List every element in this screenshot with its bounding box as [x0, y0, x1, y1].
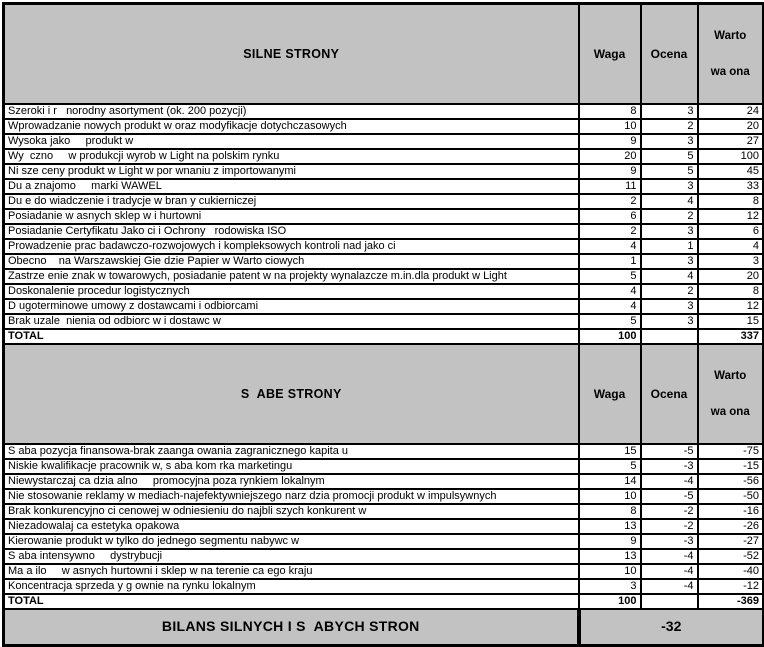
row-wartosc: -12: [698, 579, 764, 594]
row-wartosc: 4: [698, 239, 764, 254]
total-row: [4, 594, 764, 609]
table-row: [4, 579, 764, 594]
row-ocena: 2: [641, 209, 698, 224]
table-row: [4, 534, 764, 549]
row-waga: 1: [579, 254, 641, 269]
row-wartosc: 8: [698, 194, 764, 209]
row-label: Brak konkurencyjno ci cenowej w odniesieniu do najbli szych konkurent w: [4, 504, 579, 519]
row-waga: 4: [579, 284, 641, 299]
balance-value: -32: [579, 609, 764, 645]
row-label: D ugoterminowe umowy z dostawcami i odbiorcami: [4, 299, 579, 314]
row-label: Niewystarczaj ca dzia alno promocyjna poza rynkiem lokalnym: [4, 474, 579, 489]
row-ocena: -4: [641, 564, 698, 579]
row-wartosc: 15: [698, 314, 764, 329]
row-ocena: -2: [641, 504, 698, 519]
table-row: [4, 224, 764, 239]
row-wartosc: 24: [698, 104, 764, 119]
table-row: [4, 519, 764, 534]
column-header-wartosc-line2: wa ona: [710, 66, 750, 78]
table-row: [4, 209, 764, 224]
table-row: [4, 284, 764, 299]
table-row: [4, 314, 764, 329]
row-ocena: 3: [641, 224, 698, 239]
row-waga: 8: [579, 104, 641, 119]
row-ocena: -2: [641, 519, 698, 534]
row-label: Niezadowalaj ca estetyka opakowa: [4, 519, 579, 534]
row-label: Du e do wiadczenie i tradycje w bran y cukierniczej: [4, 194, 579, 209]
table-row: [4, 194, 764, 209]
table-row: [4, 149, 764, 164]
row-label: Koncentracja sprzeda y g ownie na rynku lokalnym: [4, 579, 579, 594]
row-label: Posiadanie w asnych sklep w i hurtowni: [4, 209, 579, 224]
row-label: Ma a ilo w asnych hurtowni i sklep w na terenie ca ego kraju: [4, 564, 579, 579]
row-ocena: 3: [641, 104, 698, 119]
total-waga: 100: [579, 329, 641, 344]
table-row: [4, 459, 764, 474]
row-ocena: -3: [641, 534, 698, 549]
total-ocena: [641, 329, 698, 344]
row-wartosc: 33: [698, 179, 764, 194]
row-label: Szeroki i r norodny asortyment (ok. 200 pozycji): [4, 104, 579, 119]
row-waga: 14: [579, 474, 641, 489]
row-waga: 4: [579, 299, 641, 314]
table-row: [4, 474, 764, 489]
row-ocena: -4: [641, 579, 698, 594]
row-wartosc: -75: [698, 444, 764, 459]
row-label: Prowadzenie prac badawczo-rozwojowych i kompleksowych kontroli nad jako ci: [4, 239, 579, 254]
table-row: [4, 269, 764, 284]
row-wartosc: -27: [698, 534, 764, 549]
column-header-wartosc: [698, 344, 764, 444]
row-wartosc: -16: [698, 504, 764, 519]
row-ocena: 3: [641, 314, 698, 329]
row-ocena: 3: [641, 179, 698, 194]
row-waga: 10: [579, 489, 641, 504]
column-header-ocena: Ocena: [641, 4, 698, 105]
table-row: [4, 134, 764, 149]
row-label: Brak uzale nienia od odbiorc w i dostawc w: [4, 314, 579, 329]
table-row: [4, 489, 764, 504]
strengths-header-row: [4, 4, 764, 105]
row-waga: 6: [579, 209, 641, 224]
row-waga: 2: [579, 194, 641, 209]
total-label: TOTAL: [4, 329, 579, 344]
row-ocena: 2: [641, 284, 698, 299]
table-row: [4, 444, 764, 459]
row-ocena: -4: [641, 549, 698, 564]
row-wartosc: 45: [698, 164, 764, 179]
column-header-waga: Waga: [579, 344, 641, 444]
row-label: Posiadanie Certyfikatu Jako ci i Ochrony rodowiska ISO: [4, 224, 579, 239]
row-waga: 9: [579, 164, 641, 179]
total-label: TOTAL: [4, 594, 579, 609]
column-header-wartosc: [698, 4, 764, 105]
row-waga: 5: [579, 269, 641, 284]
table-row: [4, 119, 764, 134]
row-ocena: 3: [641, 299, 698, 314]
total-ocena: [641, 594, 698, 609]
row-waga: 20: [579, 149, 641, 164]
row-wartosc: 12: [698, 209, 764, 224]
row-wartosc: 20: [698, 269, 764, 284]
row-wartosc: 8: [698, 284, 764, 299]
table-row: [4, 549, 764, 564]
row-waga: 10: [579, 564, 641, 579]
table-row: [4, 299, 764, 314]
row-label: Kierowanie produkt w tylko do jednego segmentu nabywc w: [4, 534, 579, 549]
column-header-wartosc-line1: Warto: [714, 370, 747, 382]
balance-row: [4, 609, 764, 645]
row-wartosc: 27: [698, 134, 764, 149]
section-strengths: [4, 4, 764, 345]
row-wartosc: 6: [698, 224, 764, 239]
row-label: Wy czno w produkcji wyrob w Light na polskim rynku: [4, 149, 579, 164]
swot-table: [2, 2, 764, 647]
balance-label: BILANS SILNYCH I S ABYCH STRON: [4, 609, 579, 645]
table-row: [4, 254, 764, 269]
row-wartosc: 3: [698, 254, 764, 269]
row-waga: 5: [579, 314, 641, 329]
column-header-wartosc-line1: Warto: [714, 30, 747, 42]
row-ocena: -5: [641, 444, 698, 459]
row-wartosc: -26: [698, 519, 764, 534]
section-weaknesses: [4, 344, 764, 609]
row-waga: 2: [579, 224, 641, 239]
row-waga: 9: [579, 534, 641, 549]
row-waga: 15: [579, 444, 641, 459]
row-ocena: 4: [641, 269, 698, 284]
row-wartosc: 100: [698, 149, 764, 164]
row-label: Obecno na Warszawskiej Gie dzie Papier w Warto ciowych: [4, 254, 579, 269]
table-row: [4, 164, 764, 179]
total-wartosc: -369: [698, 594, 764, 609]
row-wartosc: 12: [698, 299, 764, 314]
column-header-ocena: Ocena: [641, 344, 698, 444]
row-label: Nie stosowanie reklamy w mediach-najefektywniejszego narz dzia promocji produkt w impulsywnych: [4, 489, 579, 504]
row-ocena: -4: [641, 474, 698, 489]
row-wartosc: -40: [698, 564, 764, 579]
total-row: [4, 329, 764, 344]
row-label: Wysoka jako produkt w: [4, 134, 579, 149]
row-label: Doskonalenie procedur logistycznych: [4, 284, 579, 299]
row-ocena: 3: [641, 134, 698, 149]
row-wartosc: -50: [698, 489, 764, 504]
table-row: [4, 564, 764, 579]
row-ocena: 1: [641, 239, 698, 254]
row-waga: 13: [579, 549, 641, 564]
row-ocena: 5: [641, 149, 698, 164]
total-waga: 100: [579, 594, 641, 609]
row-ocena: 3: [641, 254, 698, 269]
table-row: [4, 239, 764, 254]
row-ocena: -3: [641, 459, 698, 474]
row-waga: 11: [579, 179, 641, 194]
row-wartosc: -56: [698, 474, 764, 489]
total-wartosc: 337: [698, 329, 764, 344]
row-label: Niskie kwalifikacje pracownik w, s aba kom rka marketingu: [4, 459, 579, 474]
row-waga: 5: [579, 459, 641, 474]
row-label: Du a znajomo marki WAWEL: [4, 179, 579, 194]
row-waga: 10: [579, 119, 641, 134]
row-waga: 8: [579, 504, 641, 519]
row-wartosc: -52: [698, 549, 764, 564]
row-label: S aba pozycja finansowa-brak zaanga owania zagranicznego kapita u: [4, 444, 579, 459]
row-ocena: 5: [641, 164, 698, 179]
row-waga: 9: [579, 134, 641, 149]
row-ocena: -5: [641, 489, 698, 504]
column-header-waga: Waga: [579, 4, 641, 105]
row-label: S aba intensywno dystrybucji: [4, 549, 579, 564]
row-waga: 13: [579, 519, 641, 534]
row-wartosc: 20: [698, 119, 764, 134]
row-ocena: 4: [641, 194, 698, 209]
row-label: Ni sze ceny produkt w Light w por wnaniu z importowanymi: [4, 164, 579, 179]
weaknesses-section-title: S ABE STRONY: [4, 344, 579, 444]
column-header-wartosc-line2: wa ona: [710, 406, 750, 418]
strengths-section-title: SILNE STRONY: [4, 4, 579, 105]
table-row: [4, 504, 764, 519]
row-wartosc: -15: [698, 459, 764, 474]
weaknesses-header-row: [4, 344, 764, 444]
section-balance: [4, 609, 764, 645]
row-label: Zastrze enie znak w towarowych, posiadanie patent w na projekty wynalazcze m.in.dla produkt w Light: [4, 269, 579, 284]
row-ocena: 2: [641, 119, 698, 134]
row-label: Wprowadzanie nowych produkt w oraz modyfikacje dotychczasowych: [4, 119, 579, 134]
row-waga: 3: [579, 579, 641, 594]
row-waga: 4: [579, 239, 641, 254]
table-row: [4, 104, 764, 119]
table-row: [4, 179, 764, 194]
